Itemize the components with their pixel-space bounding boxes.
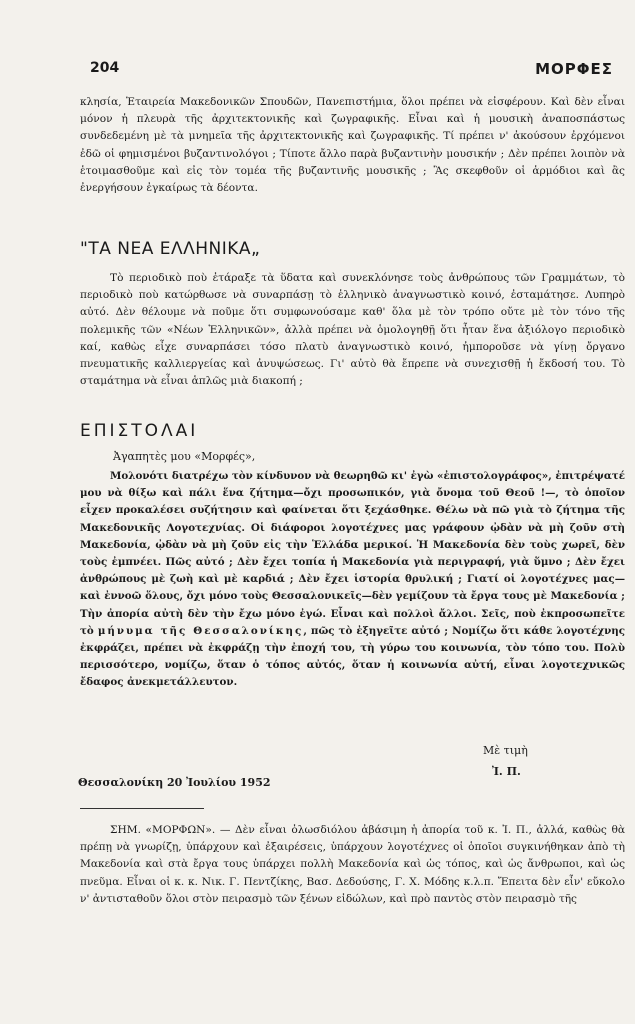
spaced-phrase: μήνυμα τῆς Θεσσαλονίκης (97, 624, 304, 637)
section-title-epistolai: ΕΠΙΣΤΟΛΑΙ (80, 421, 199, 441)
section1-paragraph: Τὸ περιοδικὸ ποὺ ἐτάραξε τὰ ὕδατα καὶ συνεκλόνησε τοὺς ἀνθρώπους τῶν Γραμμάτων, τὸ περιοδικὸ ποὺ κατώρθωσε νὰ συναρπάσῃ τὸ ἑλληνικὸ ἀναγνωστικὸ κοινό, ἐσταμάτησε. Λυπηρὸ αὐτό. Δὲν θέλουμε νὰ ποῦμε ὅτι συμφωνούσαμε καθ' ὅλα μὲ τὸν τρόπο οὔτε μὲ τὸν τόνο τῆς πολεμικῆς τῶν «Νέων Ἑλληνικῶν», ἀλλὰ πρέπει νὰ ὁμολογηθῇ ὅτι ἦταν ἕνα ἀξιόλογο περιοδικὸ καί, καθὼς εἶχε συναρπάσει τόσο πλατὺ ἀναγνωστικὸ κοινό, ἠμποροῦσε νὰ γίνῃ ὄργανο πνευματικῆς καλλιεργείας καὶ ἀνυψώσεως. Γι' αὐτὸ θὰ ἔπρεπε νὰ συνεχισθῇ ἡ ἔκδοσή του. Τὸ σταμάτημα νὰ εἶναι ἁπλῶς μιὰ διακοπή ; (80, 272, 625, 388)
section-title-ta-nea-ellinika: "ΤΑ ΝΕΑ ΕΛΛΗΝΙΚΑ„ (80, 239, 261, 259)
intro-paragraph: κλησία, Ἑταιρεία Μακεδονικῶν Σπουδῶν, Πανεπιστήμια, ὅλοι πρέπει νὰ εἰσφέρουν. Καὶ δὲν εἶναι μόνον ἡ πλευρὰ τῆς ἀρχιτεκτονικῆς καὶ ζωγραφικῆς. Εἶναι καὶ ἡ μουσικὴ ἀναποσπάστως συνδεδεμένη μὲ τὰ μνημεῖα τῆς ἀρχιτεκτονικῆς καὶ ζωγραφικῆς. Τί πρέπει ν' ἀκούσουν ἐρχόμενοι ἐδῶ οἱ φημισμένοι βυζαντινολόγοι ; Τίποτε ἄλλο παρὰ βυζαντινὴν μουσικήν ; Δὲν πρέπει λοιπὸν νὰ ἑτοιμασθοῦμε καὶ εἰς τὸν τομέα τῆς βυζαντινῆς μουσικῆς ; Ἂς σκεφθοῦν οἱ ἁρμόδιοι καὶ ἂς ἐνεργήσουν ἐγκαίρως τὰ δέοντα. (80, 96, 625, 195)
journal-name: ΜΟΡΦΕΣ (535, 60, 613, 78)
page-number: 204 (90, 60, 120, 76)
intro-block (80, 94, 625, 197)
footnote-divider (80, 808, 204, 809)
letter-paragraph (80, 468, 625, 692)
note-block (80, 822, 625, 908)
page-header (90, 60, 613, 80)
section1-block (80, 270, 625, 390)
editor-note: ΣΗΜ. «ΜΟΡΦΩΝ». — Δὲν εἶναι ὁλωσδιόλου ἀβάσιμη ἡ ἀπορία τοῦ κ. Ἰ. Π., ἀλλά, καθὼς θὰ πρέπῃ νὰ γνωρίζῃ, ὑπάρχουν καὶ ἐξαιρέσεις, ὑπάρχουν λογοτέχνες οἱ ὁποῖοι συγκινήθηκαν ἀπὸ τὴ Μακεδονία καὶ στὰ ἔργα τους ὑπάρχει πολλὴ Μακεδονία καὶ ὡς τόπος, καὶ ὡς ἄνθρωποι, καὶ ὡς πνεῦμα. Εἶναι οἱ κ. κ. Νικ. Γ. Πεντζίκης, Βασ. Δεδούσης, Γ. Χ. Μόδης κ.λ.π. Ἔπειτα δὲν εἶν' εὔκολο ν' ἀντισταθοῦν ὅλοι στὸν πειρασμὸ τῶν ξένων εἰδώλων, καὶ πρὸ παντὸς στὸν πειρασμὸ τῆς (80, 824, 625, 905)
letter-signature: Ἰ. Π. (492, 765, 521, 778)
letter-text-part1: Μολονότι διατρέχω τὸν κίνδυνον νὰ θεωρηθῶ κι' ἐγὼ «ἐπιστολογράφος», ἐπιτρέψατέ μου νὰ θίξω καὶ πάλι ἕνα ζήτημα—ὄχι προσωπικόν, γιὰ ὄνομα τοῦ Θεοῦ !—, τὸ ὁποῖον εἶχεν προκαλέσει συζήτησιν καὶ φαίνεται ὅτι ξεχάσθηκε. Θέλω νὰ πῶ γιὰ τὸ ζήτημα τῆς Μακεδονικῆς Λογοτεχνίας. Οἱ διάφοροι λογοτέχνες μας γράφουν ᾠδὰν νὰ μὴ ζοῦν στὴ Μακεδονία, ᾠδὰν νὰ μὴ ζοῦν εἰς τὴν Ἑλλάδα μερικοί. Ἡ Μακεδονία δὲν τοὺς χωρεῖ, δὲν τοὺς ἐμπνέει. Πῶς αὐτό ; Δὲν ἔχει τοπία ἡ Μακεδονία γιὰ περιγραφή, γιὰ ὕμνο ; Δὲν ἔχει ἀνθρώπους μὲ ζωὴ καὶ μὲ καρδιά ; Δὲν ἔχει ἱστορία θρυλική ; Γιατί οἱ λογοτέχνες μας—καὶ ἐννοῶ ὅλους, ὄχι μόνο τοὺς Θεσσαλονικεῖς—δὲν γεμίζουν τὰ ἔργα τους μὲ Μακεδονία ; Τὴν ἀπορία αὐτὴ δὲν τὴν ἔχω μόνο ἐγώ. Εἶναι καὶ πολλοὶ ἄλλοι. Σεῖς, ποὺ ἐκπροσωπεῖτε τὸ (80, 470, 625, 637)
letter-date: Θεσσαλονίκη 20 Ἰουλίου 1952 (78, 776, 271, 789)
letter-block (80, 468, 625, 692)
letter-closing: Μὲ τιμὴ (483, 744, 528, 757)
letter-text-part2: , πῶς τὸ ἐξηγεῖτε αὐτό ; Νομίζω ὅτι κάθε λογοτέχνης ἐκφράζει, πρέπει νὰ ἐκφράζῃ τὴν ἐποχή του, τὴ γύρω του κοινωνία, τὸν τόπο του. Πολὺ περισσότερο, νομίζω, ὅταν ὁ τόπος αὐτός, ὅταν ἡ κοινωνία αὐτή, εἶναι λογοτεχνικῶς ἔδαφος ἀνεκμετάλλευτον. (80, 624, 626, 689)
letter-salutation: Ἀγαπητὲς μου «Μορφές», (113, 450, 256, 463)
